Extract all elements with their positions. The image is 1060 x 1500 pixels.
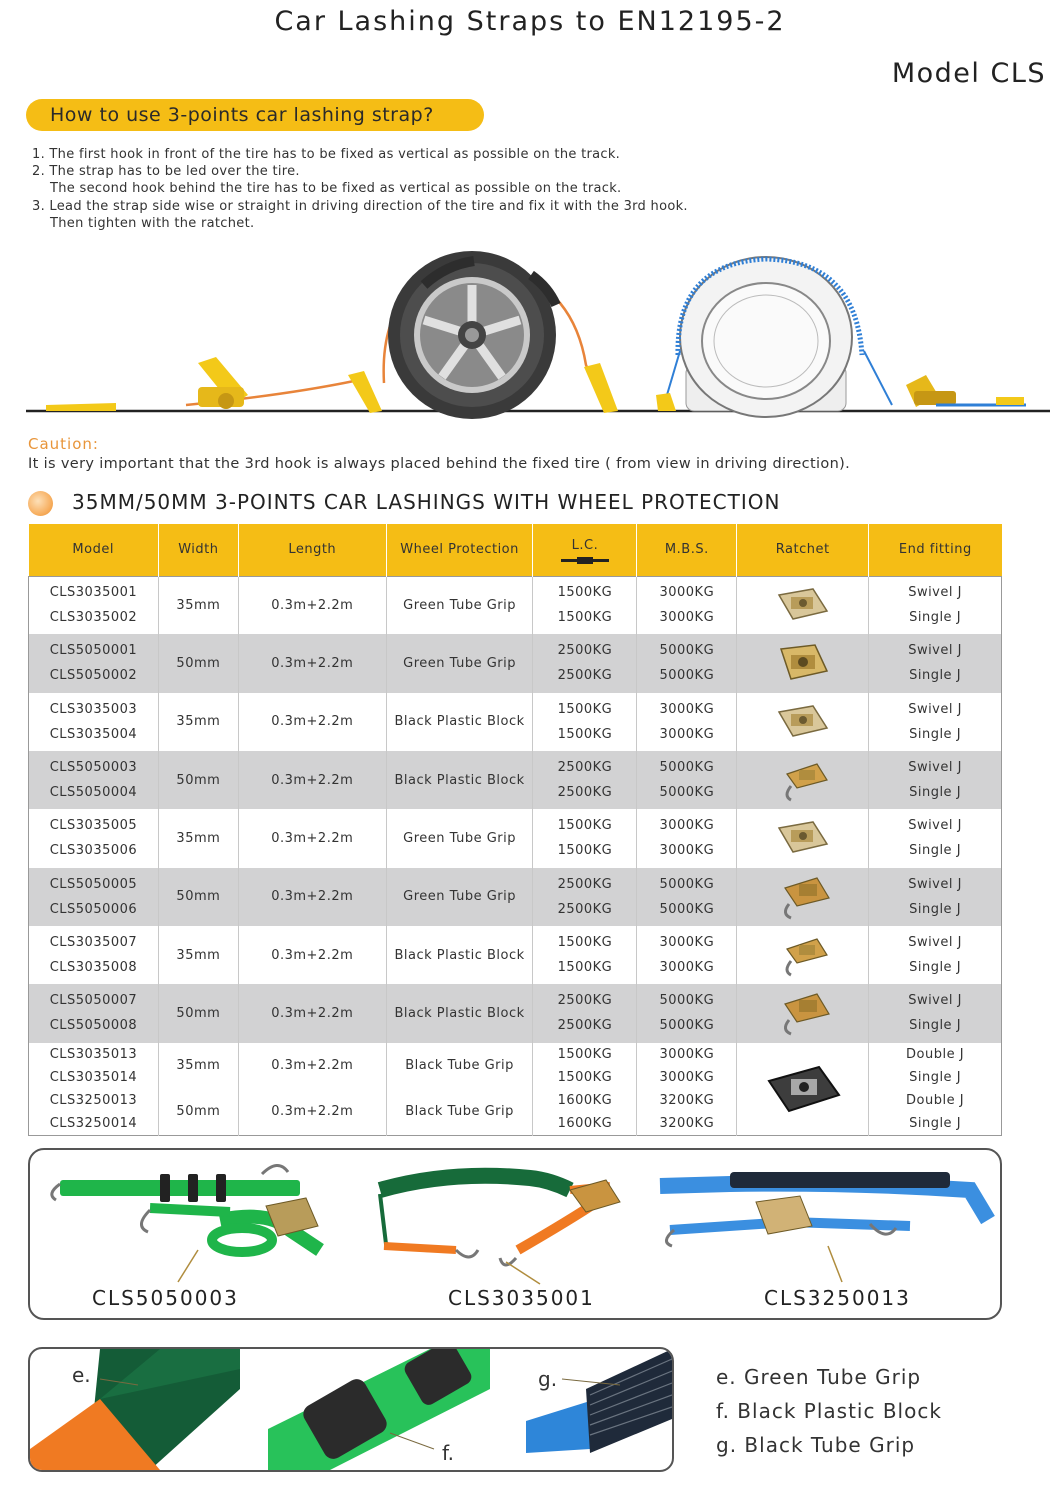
product-label-3: CLS3250013	[764, 1286, 911, 1310]
mbs-cell: 5000KG	[659, 760, 715, 776]
fitting-cell: Single J	[909, 726, 962, 742]
model-cell: CLS5050001	[49, 643, 138, 659]
width-cell: 50mm	[158, 868, 238, 926]
col-header-protection: Wheel Protection	[386, 524, 533, 576]
lc-cell: 2500KG	[557, 901, 613, 917]
protection-cell: Black Tube Grip	[405, 1103, 514, 1119]
fitting-cell: Single J	[909, 610, 962, 626]
length-cell: 0.3m+2.2m	[238, 751, 386, 809]
product-gallery	[28, 1148, 1002, 1320]
caution-text: It is very important that the 3rd hook is always placed behind the fixed tire ( from view in driving direction).	[28, 456, 851, 472]
fitting-cell: Single J	[909, 668, 962, 684]
howto-heading: How to use 3-points car lashing strap?	[26, 99, 484, 131]
model-cell: CLS3035005	[49, 818, 138, 834]
protection-cell: Black Plastic Block	[386, 751, 533, 809]
mbs-cell: 3000KG	[659, 585, 715, 601]
ratchet-cell	[737, 751, 869, 809]
ratchet-cell	[737, 984, 869, 1042]
table-row	[29, 1043, 1002, 1136]
fitting-cell: Swivel J	[908, 818, 962, 834]
col-header-model: Model	[29, 524, 159, 576]
fitting-cell: Swivel J	[908, 585, 962, 601]
mbs-cell: 3000KG	[659, 726, 715, 742]
protection-cell: Green Tube Grip	[386, 634, 533, 692]
ratchet-hook-icon	[773, 758, 833, 802]
lc-cell: 2500KG	[557, 760, 613, 776]
mbs-cell: 3000KG	[659, 610, 715, 626]
page-title: Car Lashing Straps to EN12195-2	[274, 6, 786, 37]
mbs-cell: 3000KG	[659, 1069, 715, 1085]
fitting-cell: Swivel J	[908, 935, 962, 951]
fitting-cell: Swivel J	[908, 993, 962, 1009]
fitting-cell: Swivel J	[908, 643, 962, 659]
model-cell: CLS3035007	[49, 935, 138, 951]
step-2: 2. The strap has to be led over the tire.	[32, 164, 300, 180]
fitting-cell: Single J	[909, 960, 962, 976]
lc-cell: 1500KG	[557, 843, 613, 859]
legend-item-f: f. Black Plastic Block	[716, 1399, 942, 1423]
col-header-length: Length	[238, 524, 386, 576]
width-cell: 50mm	[176, 1103, 221, 1119]
model-cell: CLS3035001	[49, 585, 138, 601]
model-cell: CLS3035013	[49, 1046, 138, 1062]
detail-black-plastic-block-image	[268, 1349, 490, 1470]
fitting-cell: Single J	[909, 843, 962, 859]
lc-cell: 2500KG	[557, 668, 613, 684]
model-cell: CLS3035002	[49, 610, 138, 626]
fitting-cell: Single J	[909, 1069, 962, 1085]
ratchet-cell	[737, 576, 869, 634]
detail-green-tube-grip-image	[30, 1349, 240, 1470]
lc-strap-icon	[561, 559, 609, 562]
width-cell: 50mm	[158, 751, 238, 809]
protection-cell: Black Tube Grip	[405, 1057, 514, 1073]
protection-cell: Black Plastic Block	[386, 926, 533, 984]
length-cell: 0.3m+2.2m	[238, 809, 386, 867]
length-cell: 0.3m+2.2m	[238, 868, 386, 926]
detail-legend	[716, 1360, 942, 1462]
tire-lashing-illustration	[26, 245, 1050, 420]
product-label-1: CLS5050003	[92, 1286, 239, 1310]
step-3: 3. Lead the strap side wise or straight in driving direction of the tire and fix it with the 3rd hook.	[32, 198, 688, 214]
lc-cell: 1500KG	[557, 935, 613, 951]
lc-cell: 1500KG	[557, 610, 613, 626]
model-cell: CLS5050004	[49, 785, 138, 801]
table-row	[29, 751, 1002, 809]
width-cell: 35mm	[158, 809, 238, 867]
step-2b: The second hook behind the tire has to be fixed as vertical as possible on the track.	[50, 181, 622, 197]
col-header-mbs: M.B.S.	[637, 524, 737, 576]
lc-cell: 1500KG	[557, 701, 613, 717]
model-cell: CLS3035008	[49, 960, 138, 976]
mbs-cell: 5000KG	[659, 643, 715, 659]
product-green-strap-image	[52, 1165, 320, 1282]
spec-table	[28, 524, 1002, 1136]
ratchet-hook-icon	[773, 933, 833, 977]
section-title: 35MM/50MM 3-POINTS CAR LASHINGS WITH WHEEL PROTECTION	[72, 490, 781, 514]
lc-cell: 1500KG	[557, 726, 613, 742]
fitting-cell: Single J	[909, 1115, 962, 1131]
protection-cell: Black Plastic Block	[386, 984, 533, 1042]
model-cell: CLS5050003	[49, 760, 138, 776]
step-1: 1. The first hook in front of the tire has to be fixed as vertical as possible on the track.	[32, 147, 621, 162]
fitting-cell: Single J	[909, 901, 962, 917]
table-row	[29, 868, 1002, 926]
model-cell: CLS3250014	[49, 1115, 138, 1131]
marker-g: g.	[538, 1367, 558, 1391]
ratchet-icon	[773, 702, 833, 742]
ratchet-cell	[737, 868, 869, 926]
product-orange-strap-image	[380, 1176, 620, 1284]
model-cell: CLS5050007	[49, 993, 138, 1009]
lc-cell: 2500KG	[557, 643, 613, 659]
col-header-fitting: End fitting	[869, 524, 1002, 576]
model-cell: CLS5050008	[49, 1018, 138, 1034]
lc-cell: 1500KG	[557, 818, 613, 834]
mbs-cell: 3000KG	[659, 960, 715, 976]
marker-e: e.	[72, 1363, 91, 1387]
ratchet-cell	[737, 1043, 869, 1136]
fitting-cell: Single J	[909, 1018, 962, 1034]
mbs-cell: 5000KG	[659, 668, 715, 684]
protection-cell: Black Plastic Block	[386, 693, 533, 751]
lc-cell: 2500KG	[557, 1018, 613, 1034]
length-cell: 0.3m+2.2m	[238, 693, 386, 751]
mbs-cell: 3200KG	[659, 1092, 715, 1108]
lc-cell: 1500KG	[557, 1046, 613, 1062]
width-cell: 35mm	[158, 693, 238, 751]
mbs-cell: 3000KG	[659, 818, 715, 834]
product-label-2: CLS3035001	[448, 1286, 595, 1310]
table-row	[29, 809, 1002, 867]
mbs-cell: 3000KG	[659, 843, 715, 859]
ratchet-hook-icon	[773, 874, 833, 920]
mbs-cell: 3000KG	[659, 935, 715, 951]
lc-cell: 1600KG	[557, 1115, 613, 1131]
mbs-cell: 3000KG	[659, 701, 715, 717]
ratchet-cell	[737, 926, 869, 984]
mbs-cell: 5000KG	[659, 901, 715, 917]
col-header-width: Width	[158, 524, 238, 576]
step-3b: Then tighten with the ratchet.	[50, 215, 255, 231]
section-bullet-icon	[28, 491, 53, 516]
ratchet-black-icon	[763, 1061, 843, 1117]
ratchet-cell	[737, 809, 869, 867]
mbs-cell: 3200KG	[659, 1115, 715, 1131]
protection-cell: Green Tube Grip	[386, 809, 533, 867]
model-cell: CLS3035003	[49, 701, 138, 717]
product-blue-strap-image	[660, 1172, 988, 1282]
model-cell: CLS3035004	[49, 726, 138, 742]
marker-f: f.	[442, 1441, 454, 1465]
width-cell: 50mm	[158, 984, 238, 1042]
table-row	[29, 984, 1002, 1042]
table-row	[29, 634, 1002, 692]
fitting-cell: Swivel J	[908, 701, 962, 717]
fitting-cell: Swivel J	[908, 760, 962, 776]
lc-cell: 2500KG	[557, 993, 613, 1009]
fitting-cell: Double J	[906, 1046, 965, 1062]
table-row	[29, 693, 1002, 751]
model-cell: CLS5050002	[49, 668, 138, 684]
model-cell: CLS3035014	[49, 1069, 138, 1085]
legend-item-e: e. Green Tube Grip	[716, 1365, 922, 1389]
ratchet-cell	[737, 634, 869, 692]
ratchet-right	[906, 375, 1026, 407]
length-cell: 0.3m+2.2m	[271, 1103, 354, 1119]
caution-heading: Caution:	[28, 435, 99, 453]
mbs-cell: 5000KG	[659, 993, 715, 1009]
length-cell: 0.3m+2.2m	[238, 576, 386, 634]
model-cell: CLS3250013	[49, 1092, 138, 1108]
lc-cell: 1500KG	[557, 585, 613, 601]
ratchet-icon	[773, 818, 833, 858]
col-header-ratchet: Ratchet	[737, 524, 869, 576]
lc-cell: 2500KG	[557, 876, 613, 892]
ratchet-left	[46, 357, 248, 411]
ratchet-hook-icon	[773, 990, 833, 1036]
width-cell: 50mm	[158, 634, 238, 692]
model-cell: CLS5050005	[49, 876, 138, 892]
length-cell: 0.3m+2.2m	[238, 984, 386, 1042]
fitting-cell: Swivel J	[908, 876, 962, 892]
tire-right	[680, 257, 852, 417]
width-cell: 35mm	[158, 576, 238, 634]
ratchet-cell	[737, 693, 869, 751]
width-cell: 35mm	[176, 1057, 221, 1073]
length-cell: 0.3m+2.2m	[238, 634, 386, 692]
model-cell: CLS3035006	[49, 843, 138, 859]
protection-cell: Green Tube Grip	[386, 576, 533, 634]
mbs-cell: 5000KG	[659, 785, 715, 801]
mbs-cell: 5000KG	[659, 1018, 715, 1034]
protection-cell: Green Tube Grip	[386, 868, 533, 926]
table-row	[29, 576, 1002, 634]
ratchet-icon	[773, 585, 833, 625]
lc-cell: 2500KG	[557, 785, 613, 801]
mbs-cell: 5000KG	[659, 876, 715, 892]
detail-black-tube-grip-image	[526, 1349, 672, 1453]
lc-cell: 1500KG	[557, 1069, 613, 1085]
detail-closeups	[28, 1347, 674, 1472]
lc-cell: 1500KG	[557, 960, 613, 976]
length-cell: 0.3m+2.2m	[238, 926, 386, 984]
howto-steps	[32, 146, 688, 232]
length-cell: 0.3m+2.2m	[271, 1057, 354, 1073]
fitting-cell: Single J	[909, 785, 962, 801]
col-header-lc	[533, 524, 637, 576]
fitting-cell: Double J	[906, 1092, 965, 1108]
legend-item-g: g. Black Tube Grip	[716, 1433, 916, 1457]
width-cell: 35mm	[158, 926, 238, 984]
model-name: Model CLS	[891, 58, 1046, 89]
lc-label: L.C.	[571, 537, 599, 553]
table-row	[29, 926, 1002, 984]
lc-cell: 1600KG	[557, 1092, 613, 1108]
detail-illustrations	[30, 1349, 672, 1470]
mbs-cell: 3000KG	[659, 1046, 715, 1062]
table-header-row	[29, 524, 1002, 576]
model-cell: CLS5050006	[49, 901, 138, 917]
ratchet-icon	[773, 641, 833, 685]
